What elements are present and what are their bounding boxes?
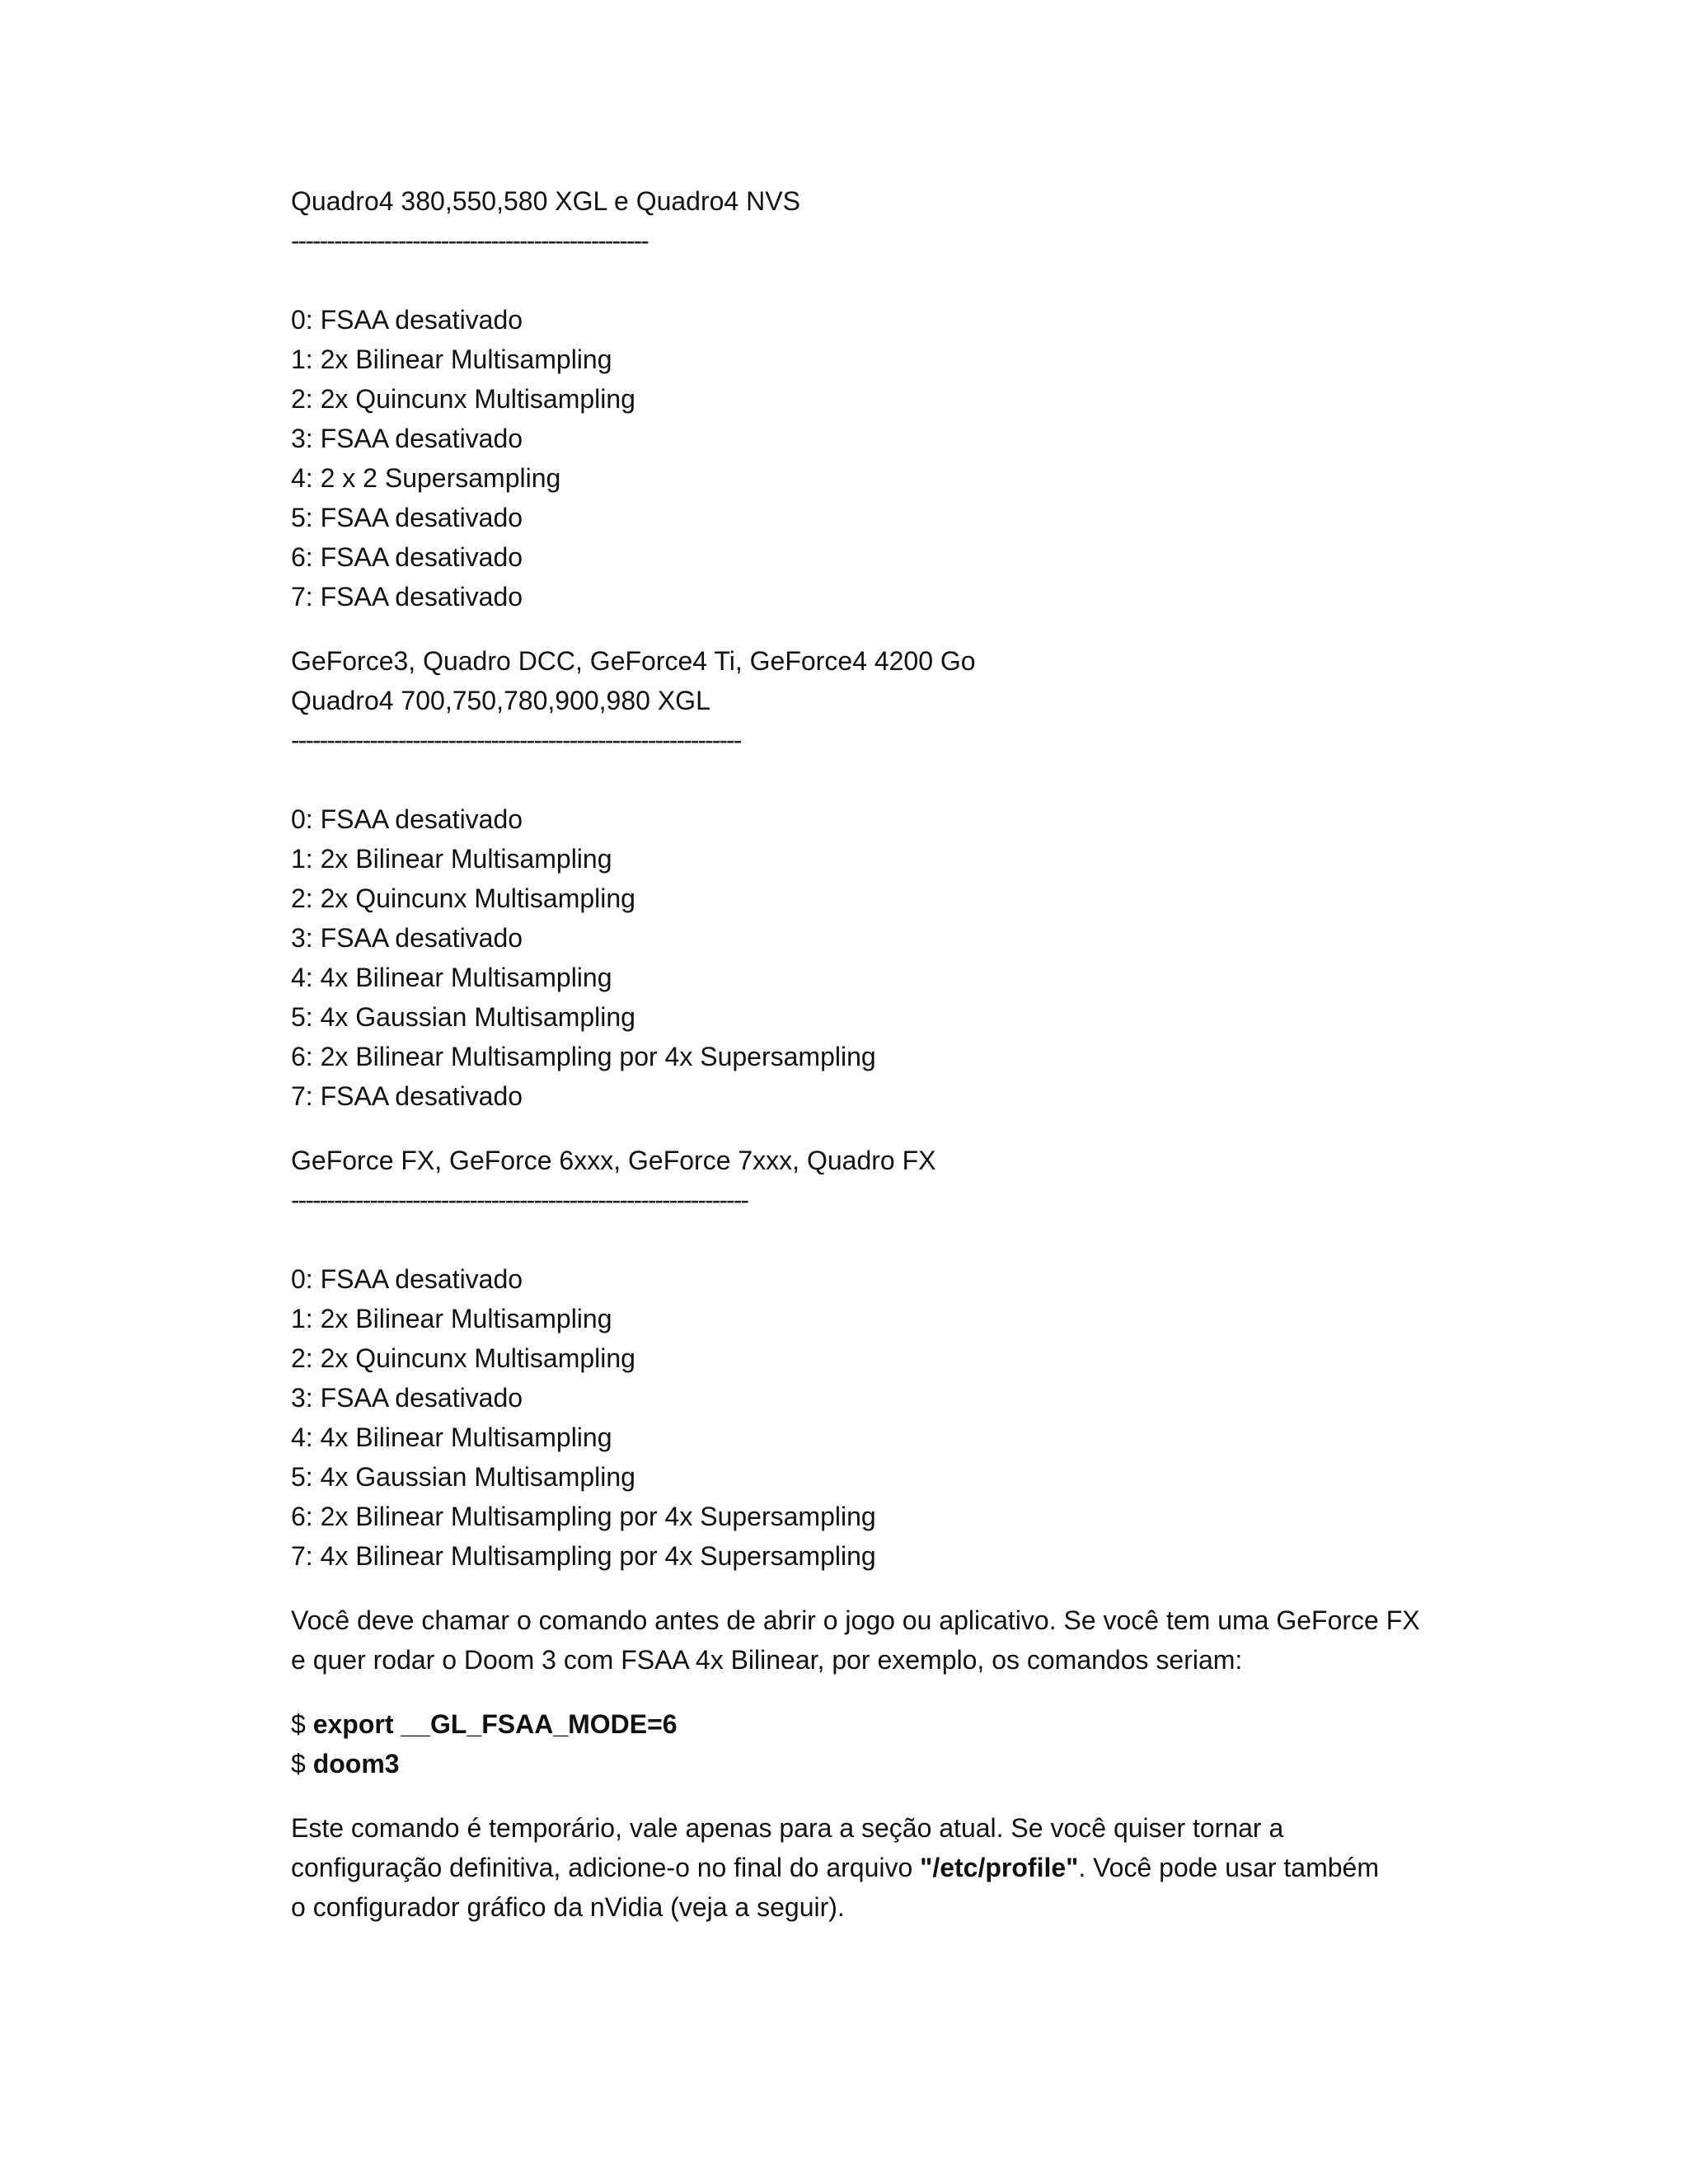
mode-item: 3: FSAA desativado — [291, 923, 523, 953]
mode-item: 1: 2x Bilinear Multisampling — [291, 844, 612, 874]
separator-line: --------------------------------------------------------------- — [291, 725, 741, 755]
shell-prompt: $ — [291, 1749, 313, 1779]
blank-line — [291, 260, 1412, 300]
mode-item: 5: 4x Gaussian Multisampling — [291, 1462, 635, 1492]
mode-item: 0: FSAA desativado — [291, 305, 523, 335]
spacer — [291, 616, 1412, 641]
paragraph-line: Este comando é temporário, vale apenas para a seção atual. Se você quiser tornar a — [291, 1813, 1284, 1843]
paragraph-text: configuração definitiva, adicione-o no final do arquivo — [291, 1853, 921, 1882]
mode-item: 2: 2x Quincunx Multisampling — [291, 384, 635, 414]
spacer — [291, 1576, 1412, 1601]
section-quadro4-nvs — [291, 181, 1412, 616]
section-geforce-fx — [291, 1141, 1412, 1576]
paragraph-line — [291, 1848, 1412, 1887]
paragraph-text: . Você pode usar também — [1078, 1853, 1379, 1882]
separator-line: ---------------------------------------------------------------- — [291, 1185, 748, 1215]
mode-item: 5: FSAA desativado — [291, 503, 523, 532]
command-text: export __GL_FSAA_MODE=6 — [312, 1709, 678, 1739]
section-heading: Quadro4 700,750,780,900,980 XGL — [291, 686, 710, 715]
section-heading: GeForce FX, GeForce 6xxx, GeForce 7xxx, Quadro FX — [291, 1146, 936, 1175]
section-heading: GeForce3, Quadro DCC, GeForce4 Ti, GeForce4 4200 Go — [291, 646, 976, 676]
file-path: "/etc/profile" — [920, 1853, 1079, 1882]
command-line — [291, 1744, 1412, 1783]
mode-item: 7: 4x Bilinear Multisampling por 4x Supersampling — [291, 1541, 876, 1571]
mode-item: 6: FSAA desativado — [291, 542, 523, 572]
mode-item: 3: FSAA desativado — [291, 1383, 523, 1413]
mode-item: 4: 2 x 2 Supersampling — [291, 463, 561, 493]
paragraph-line: e quer rodar o Doom 3 com FSAA 4x Bilinear, por exemplo, os comandos seriam: — [291, 1645, 1243, 1675]
mode-item: 6: 2x Bilinear Multisampling por 4x Supersampling — [291, 1042, 876, 1071]
mode-item: 0: FSAA desativado — [291, 1264, 523, 1294]
mode-item: 7: FSAA desativado — [291, 582, 523, 612]
blank-line — [291, 1220, 1412, 1259]
document-page — [291, 181, 1420, 1927]
spacer — [291, 1783, 1412, 1808]
command-block — [291, 1704, 1412, 1783]
mode-item: 5: 4x Gaussian Multisampling — [291, 1002, 635, 1032]
section-heading: Quadro4 380,550,580 XGL e Quadro4 NVS — [291, 186, 800, 216]
section-geforce3-quadro4 — [291, 641, 1412, 1116]
spacer — [291, 1116, 1412, 1141]
mode-item: 2: 2x Quincunx Multisampling — [291, 883, 635, 913]
command-line — [291, 1704, 1412, 1744]
shell-prompt: $ — [291, 1709, 313, 1739]
command-text: doom3 — [312, 1749, 400, 1779]
mode-item: 4: 4x Bilinear Multisampling — [291, 1422, 612, 1452]
mode-item: 2: 2x Quincunx Multisampling — [291, 1343, 635, 1373]
spacer — [291, 1680, 1412, 1704]
intro-paragraph — [291, 1601, 1420, 1680]
mode-item: 0: FSAA desativado — [291, 804, 523, 834]
paragraph-line: o configurador gráfico da nVidia (veja a seguir). — [291, 1892, 845, 1922]
mode-item: 1: 2x Bilinear Multisampling — [291, 1304, 612, 1333]
mode-item: 6: 2x Bilinear Multisampling por 4x Supersampling — [291, 1502, 876, 1531]
blank-line — [291, 760, 1412, 799]
paragraph-line: Você deve chamar o comando antes de abrir o jogo ou aplicativo. Se você tem uma GeForce FX — [291, 1605, 1420, 1635]
mode-item: 3: FSAA desativado — [291, 424, 523, 453]
mode-item: 7: FSAA desativado — [291, 1081, 523, 1111]
mode-item: 1: 2x Bilinear Multisampling — [291, 344, 612, 374]
closing-paragraph — [291, 1808, 1412, 1927]
mode-item: 4: 4x Bilinear Multisampling — [291, 963, 612, 992]
separator-line: -------------------------------------------------- — [291, 226, 648, 255]
